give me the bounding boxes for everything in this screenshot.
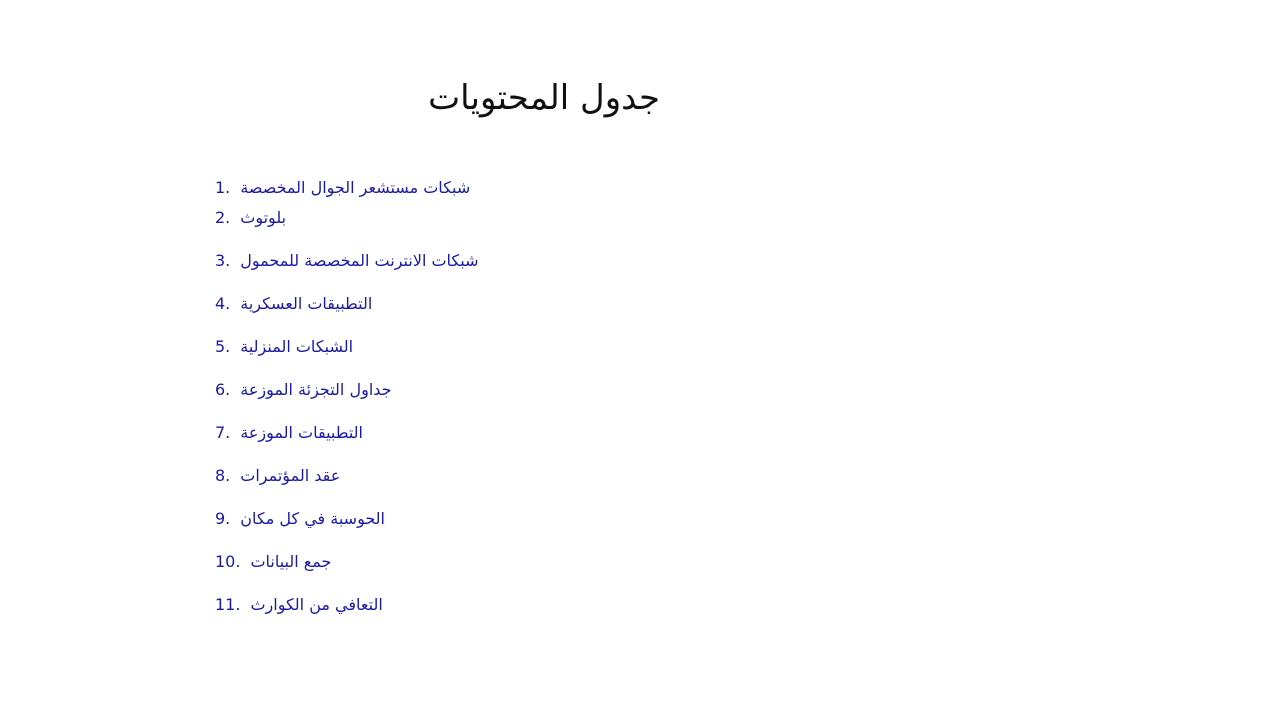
toc-text: الشبكات المنزلية bbox=[240, 337, 354, 356]
toc-number: 6. bbox=[215, 380, 231, 399]
toc-text: التعافي من الكوارث bbox=[250, 595, 383, 614]
toc-text: التطبيقات الموزعة bbox=[240, 423, 363, 442]
toc-text: الحوسبة في كل مكان bbox=[240, 509, 385, 528]
toc-link-4[interactable] bbox=[215, 292, 479, 316]
toc-number: 8. bbox=[215, 466, 231, 485]
toc-number: 1. bbox=[215, 178, 231, 197]
toc-number: 11. bbox=[215, 595, 241, 614]
table-of-contents bbox=[215, 176, 479, 617]
toc-text: شبكات مستشعر الجوال المخصصة bbox=[240, 178, 471, 197]
toc-link-1[interactable] bbox=[215, 176, 479, 200]
toc-number: 9. bbox=[215, 509, 231, 528]
toc-link-7[interactable] bbox=[215, 421, 479, 445]
toc-link-5[interactable] bbox=[215, 335, 479, 359]
toc-number: 3. bbox=[215, 251, 231, 270]
toc-link-6[interactable] bbox=[215, 378, 479, 402]
toc-number: 7. bbox=[215, 423, 231, 442]
toc-link-2[interactable] bbox=[215, 206, 479, 230]
toc-link-9[interactable] bbox=[215, 507, 479, 531]
toc-number: 5. bbox=[215, 337, 231, 356]
toc-text: شبكات الانترنت المخصصة للمحمول bbox=[240, 251, 479, 270]
toc-text: عقد المؤتمرات bbox=[240, 466, 341, 485]
page-title: جدول المحتويات bbox=[428, 78, 660, 118]
toc-link-8[interactable] bbox=[215, 464, 479, 488]
toc-text: التطبيقات العسكرية bbox=[240, 294, 373, 313]
toc-link-10[interactable] bbox=[215, 550, 479, 574]
toc-number: 2. bbox=[215, 208, 231, 227]
toc-text: جداول التجزئة الموزعة bbox=[240, 380, 392, 399]
toc-number: 4. bbox=[215, 294, 231, 313]
toc-number: 10. bbox=[215, 552, 241, 571]
toc-text: جمع البيانات bbox=[250, 552, 332, 571]
toc-text: بلوتوث bbox=[240, 208, 287, 227]
toc-link-11[interactable] bbox=[215, 593, 479, 617]
toc-link-3[interactable] bbox=[215, 249, 479, 273]
